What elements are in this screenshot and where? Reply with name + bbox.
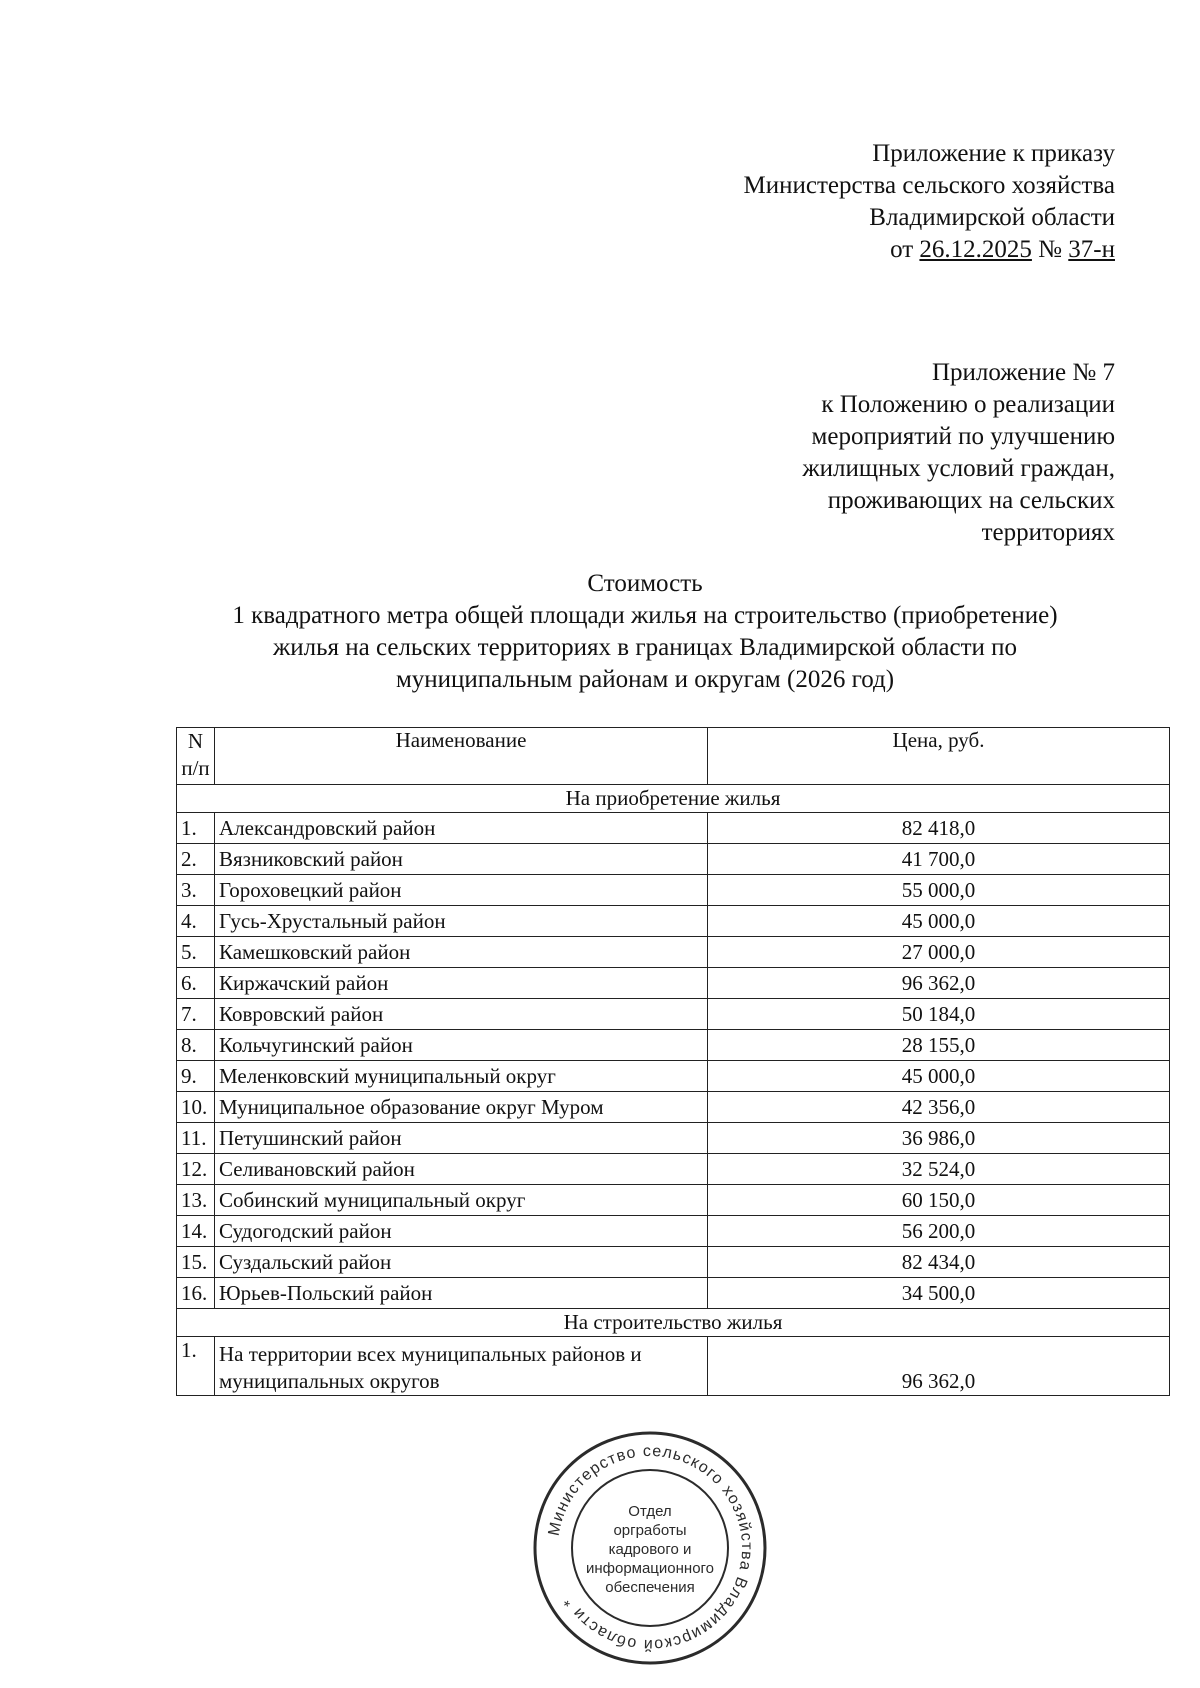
table-row xyxy=(177,1061,1170,1092)
row-number: 6. xyxy=(177,968,215,999)
annex-line: мероприятий по улучшению xyxy=(811,423,1115,450)
title-line: муниципальным районам и округам (2026 год) xyxy=(395,666,895,693)
annex-line: жилищных условий граждан, xyxy=(802,455,1115,482)
row-name: Петушинский район xyxy=(215,1123,708,1154)
stamp-center-line: обеспечения xyxy=(605,1579,695,1596)
annex-line: территориях xyxy=(981,519,1115,546)
row-price: 27 000,0 xyxy=(708,937,1170,968)
order-attachment-line2: Министерства сельского хозяйства xyxy=(743,172,1115,199)
row-name xyxy=(215,1337,708,1396)
row-number: 14. xyxy=(177,1216,215,1247)
annex-header xyxy=(802,357,1115,549)
row-number: 15. xyxy=(177,1247,215,1278)
row-number: 7. xyxy=(177,999,215,1030)
row-price: 45 000,0 xyxy=(708,906,1170,937)
table-row xyxy=(177,1030,1170,1061)
price-table xyxy=(176,727,1170,1396)
row-price: 82 418,0 xyxy=(708,813,1170,844)
row-name: Суздальский район xyxy=(215,1247,708,1278)
date-prefix: от xyxy=(890,236,920,263)
header-price: Цена, руб. xyxy=(708,728,1170,785)
row-number: 1. xyxy=(177,1337,215,1396)
row-name: Меленковский муниципальный округ xyxy=(215,1061,708,1092)
table-row xyxy=(177,875,1170,906)
table-header-row xyxy=(177,728,1170,785)
order-attachment-line1: Приложение к приказу xyxy=(872,140,1115,167)
table-row xyxy=(177,1216,1170,1247)
row-name: Юрьев-Польский район xyxy=(215,1278,708,1309)
header-number-line2: п/п xyxy=(181,756,210,780)
row-name: Гусь-Хрустальный район xyxy=(215,906,708,937)
row-price: 34 500,0 xyxy=(708,1278,1170,1309)
row-number: 16. xyxy=(177,1278,215,1309)
annex-line: Приложение № 7 xyxy=(931,359,1115,386)
stamp-center-line: информационного xyxy=(585,1560,715,1577)
table-row xyxy=(177,1278,1170,1309)
row-name: Александровский район xyxy=(215,813,708,844)
order-attachment-line3: Владимирской области xyxy=(869,204,1115,231)
table-row xyxy=(177,813,1170,844)
row-price: 96 362,0 xyxy=(708,1337,1170,1396)
row-number: 2. xyxy=(177,844,215,875)
table-row xyxy=(177,937,1170,968)
table-row xyxy=(177,1337,1170,1396)
row-name: Кольчугинский район xyxy=(215,1030,708,1061)
row-name: Киржачский район xyxy=(215,968,708,999)
row-price: 96 362,0 xyxy=(708,968,1170,999)
table-row xyxy=(177,999,1170,1030)
row-price: 36 986,0 xyxy=(708,1123,1170,1154)
row-name-line1: На территории всех муниципальных районов и xyxy=(219,1342,642,1366)
order-attachment-header xyxy=(744,138,1115,266)
row-name: Гороховецкий район xyxy=(215,875,708,906)
row-number: 9. xyxy=(177,1061,215,1092)
number-prefix: № xyxy=(1031,236,1069,263)
row-number: 12. xyxy=(177,1154,215,1185)
order-date: 26.12.2025 xyxy=(919,236,1032,263)
stamp-center-line: кадрового и xyxy=(608,1541,692,1558)
row-number: 3. xyxy=(177,875,215,906)
official-stamp xyxy=(530,1428,770,1668)
row-number: 13. xyxy=(177,1185,215,1216)
stamp-center-line: Отдел xyxy=(628,1503,672,1520)
header-number-line1: N xyxy=(187,729,204,753)
table-row xyxy=(177,968,1170,999)
header-name: Наименование xyxy=(215,728,708,785)
row-price: 41 700,0 xyxy=(708,844,1170,875)
row-name: Муниципальное образование округ Муром xyxy=(215,1092,708,1123)
title-line: Стоимость xyxy=(587,570,703,597)
row-name: Собинский муниципальный округ xyxy=(215,1185,708,1216)
table-row xyxy=(177,1154,1170,1185)
header-number xyxy=(177,728,215,785)
row-name: Вязниковский район xyxy=(215,844,708,875)
row-number: 1. xyxy=(177,813,215,844)
row-price: 50 184,0 xyxy=(708,999,1170,1030)
table-row xyxy=(177,1247,1170,1278)
row-price: 82 434,0 xyxy=(708,1247,1170,1278)
row-number: 8. xyxy=(177,1030,215,1061)
table-row xyxy=(177,1123,1170,1154)
stamp-center-line: оргработы xyxy=(613,1522,687,1539)
row-name: Селивановский район xyxy=(215,1154,708,1185)
table-row xyxy=(177,1092,1170,1123)
row-number: 11. xyxy=(177,1123,215,1154)
table-row xyxy=(177,906,1170,937)
section-construction: На строительство жилья xyxy=(177,1309,1170,1337)
row-number: 10. xyxy=(177,1092,215,1123)
row-name: Судогодский район xyxy=(215,1216,708,1247)
stamp-ring-text: Министерство сельского хозяйства Владимирской области * xyxy=(545,1442,756,1654)
row-price: 55 000,0 xyxy=(708,875,1170,906)
row-price: 60 150,0 xyxy=(708,1185,1170,1216)
table-row xyxy=(177,844,1170,875)
row-price: 56 200,0 xyxy=(708,1216,1170,1247)
row-price: 42 356,0 xyxy=(708,1092,1170,1123)
annex-line: проживающих на сельских xyxy=(827,487,1115,514)
row-number: 5. xyxy=(177,937,215,968)
row-price: 45 000,0 xyxy=(708,1061,1170,1092)
row-name: Камешковский район xyxy=(215,937,708,968)
table-row xyxy=(177,1185,1170,1216)
title-line: 1 квадратного метра общей площади жилья на строительство (приобретение) xyxy=(232,602,1058,629)
order-date-number xyxy=(744,234,1115,266)
row-price: 28 155,0 xyxy=(708,1030,1170,1061)
row-number: 4. xyxy=(177,906,215,937)
title-line: жилья на сельских территориях в границах Владимирской области по xyxy=(272,634,1018,661)
order-number: 37-н xyxy=(1068,236,1115,263)
document-title xyxy=(150,568,1140,696)
row-price: 32 524,0 xyxy=(708,1154,1170,1185)
annex-line: к Положению о реализации xyxy=(821,391,1115,418)
row-name-line2: муниципальных округов xyxy=(219,1369,440,1393)
section-purchase: На приобретение жилья xyxy=(177,785,1170,813)
row-name: Ковровский район xyxy=(215,999,708,1030)
